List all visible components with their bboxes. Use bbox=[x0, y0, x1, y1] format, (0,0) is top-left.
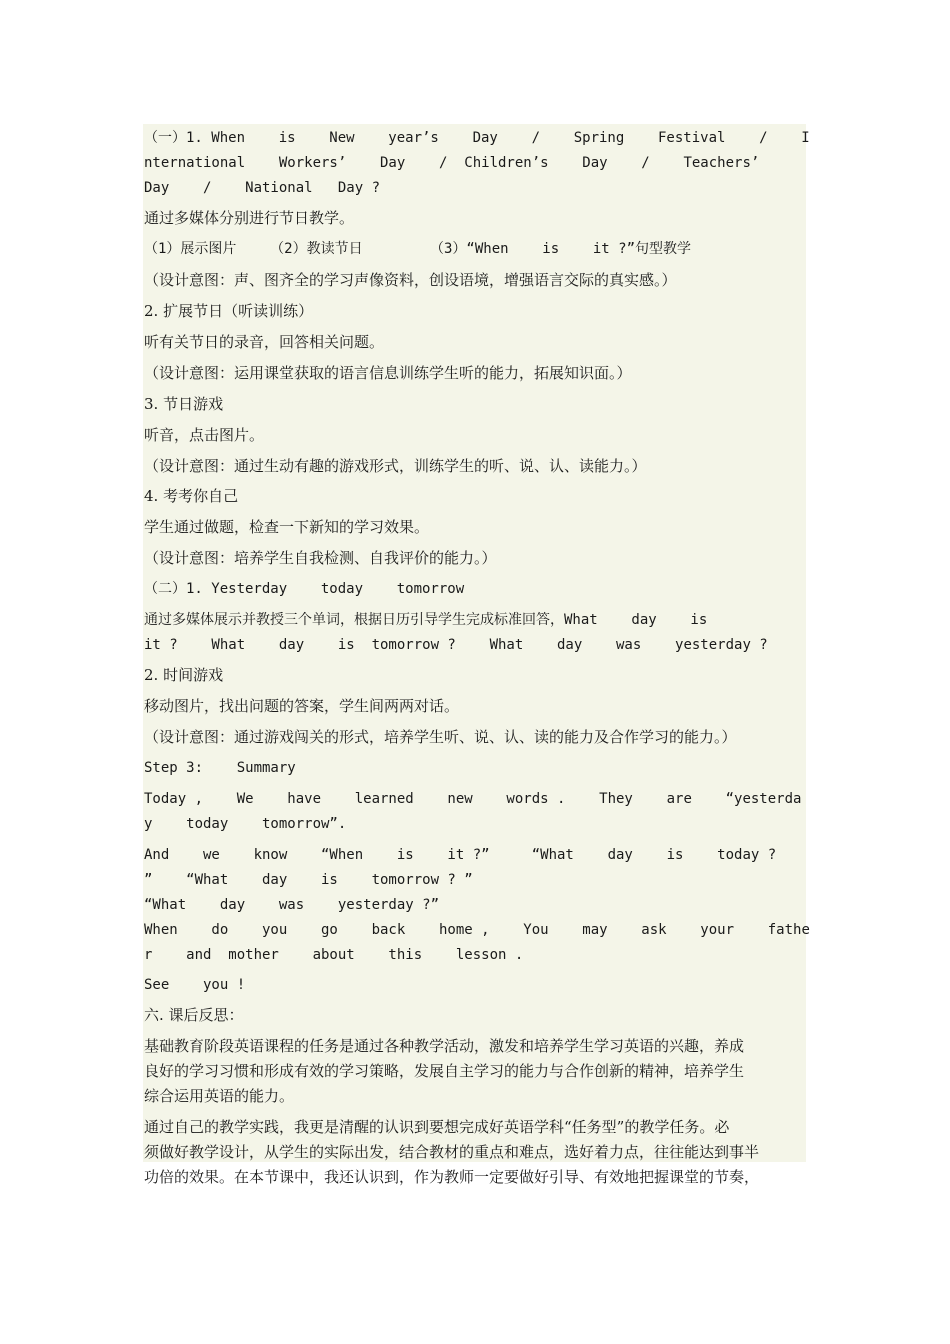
text-line: （设计意图：通过游戏闯关的形式，培养学生听、说、认、读的能力及合作学习的能力。） bbox=[144, 728, 737, 746]
text-line: 须做好教学设计，从学生的实际出发，结合教材的重点和难点，选好着力点，往往能达到事半 bbox=[144, 1143, 760, 1161]
text-line: Day / National Day ? bbox=[144, 180, 381, 196]
text-line: 综合运用英语的能力。 bbox=[144, 1087, 295, 1105]
text-line: 基础教育阶段英语课程的任务是通过各种教学活动，激发和培养学生学习英语的兴趣，养成 bbox=[144, 1037, 745, 1055]
text-line: 通过自己的教学实践，我更是清醒的认识到要想完成好英语学科“任务型”的教学任务。必 bbox=[144, 1118, 730, 1136]
text-line: nternational Workers’ Day / Children’s Day / Teachers’ bbox=[144, 155, 760, 171]
text-line: Step 3: Summary bbox=[144, 760, 296, 776]
text-line: 通过多媒体展示并教授三个单词，根据日历引导学生完成标准回答，What day is bbox=[144, 612, 708, 628]
text-line: 学生通过做题，检查一下新知的学习效果。 bbox=[144, 518, 430, 536]
text-line: （二）1. Yesterday today tomorrow bbox=[144, 581, 465, 597]
text-line: r and mother about this lesson . bbox=[144, 947, 524, 963]
text-line: 听音，点击图片。 bbox=[144, 426, 265, 444]
text-line: （设计意图：通过生动有趣的游戏形式，训练学生的听、说、认、读能力。） bbox=[144, 457, 647, 475]
text-line: 4. 考考你自己 bbox=[144, 487, 239, 505]
text-line: （一）1. When is New year’s Day / Spring Festival / I bbox=[144, 130, 810, 146]
section-heading: 六. 课后反思： bbox=[144, 1006, 244, 1024]
text-line: （设计意图：声、图齐全的学习声像资料，创设语境，增强语言交际的真实感。） bbox=[144, 271, 677, 289]
text-line: 3. 节日游戏 bbox=[144, 395, 224, 413]
text-line: （设计意图：运用课堂获取的语言信息训练学生听的能力，拓展知识面。） bbox=[144, 364, 632, 382]
text-line: 功倍的效果。在本节课中，我还认识到，作为教师一定要做好引导、有效地把握课堂的节奏， bbox=[144, 1168, 760, 1186]
text-line: （1）展示图片 （2）教读节日 （3）“When is it ?”句型教学 bbox=[144, 241, 692, 257]
text-line: 2. 扩展节日（听读训练） bbox=[144, 302, 314, 320]
text-line: 听有关节日的录音，回答相关问题。 bbox=[144, 333, 385, 351]
text-line: （设计意图：培养学生自我检测、自我评价的能力。） bbox=[144, 549, 497, 567]
text-line: it ? What day is tomorrow ? What day was yesterday ? bbox=[144, 637, 768, 653]
text-line: When do you go back home , You may ask your fathe bbox=[144, 922, 810, 938]
text-line: 移动图片，找出问题的答案，学生间两两对话。 bbox=[144, 697, 460, 715]
text-line: ” “What day is tomorrow ? ” bbox=[144, 872, 473, 888]
text-line: 通过多媒体分别进行节日教学。 bbox=[144, 209, 355, 227]
text-line: 2. 时间游戏 bbox=[144, 666, 224, 684]
text-line: y today tomorrow”. bbox=[144, 816, 347, 832]
text-line: Today , We have learned new words . They are “yesterda bbox=[144, 791, 802, 807]
text-line: “What day was yesterday ?” bbox=[144, 897, 440, 913]
text-line: See you ! bbox=[144, 977, 246, 993]
text-line: 良好的学习习惯和形成有效的学习策略，发展自主学习的能力与合作创新的精神，培养学生 bbox=[144, 1062, 745, 1080]
text-line: And we know “When is it ?” “What day is today ? bbox=[144, 847, 777, 863]
document-body bbox=[143, 124, 810, 1186]
